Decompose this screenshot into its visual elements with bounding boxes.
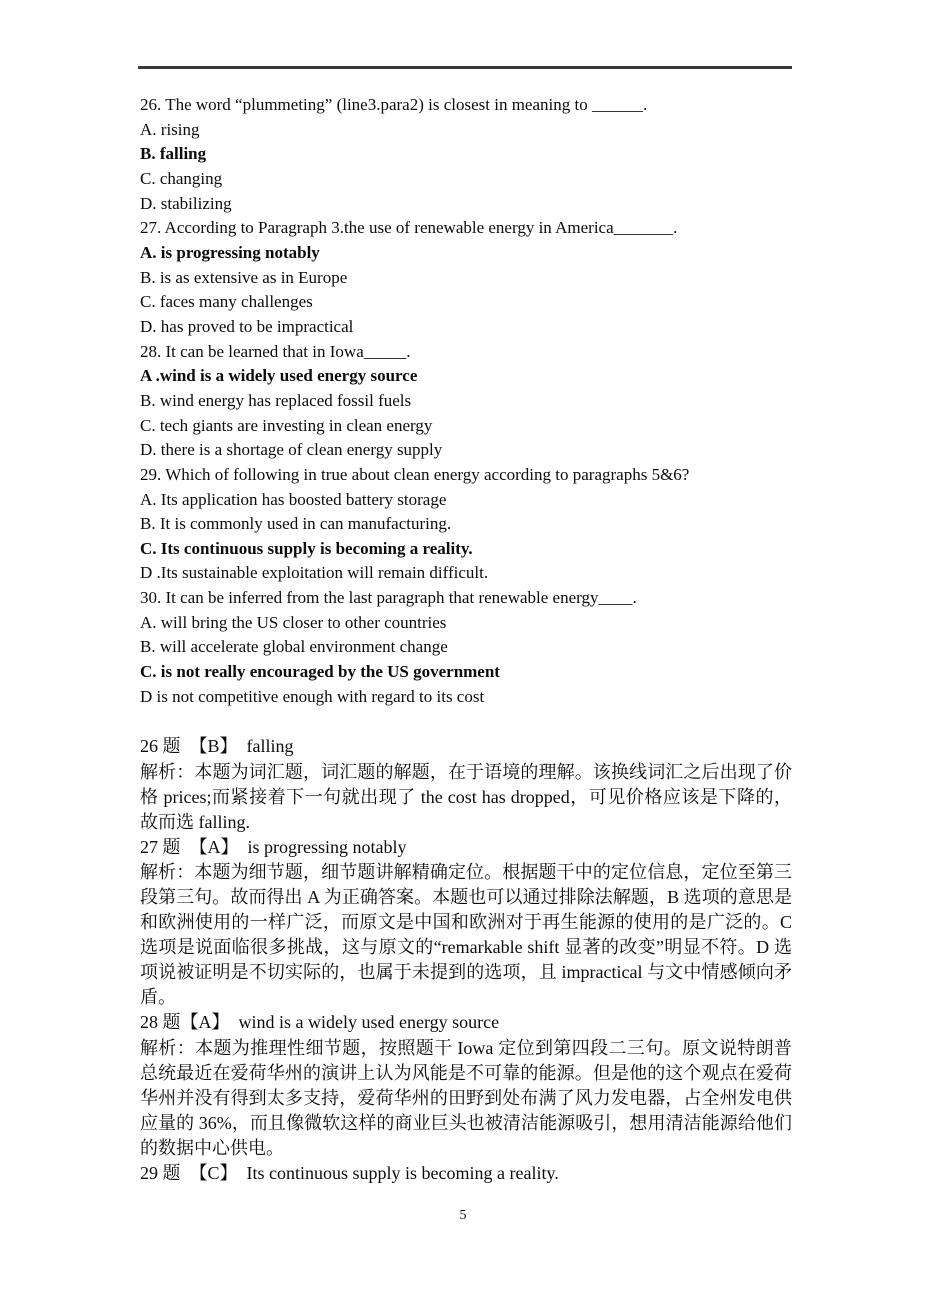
option-line: D .Its sustainable exploitation will remain difficult.	[140, 563, 489, 583]
page-content	[140, 93, 792, 1186]
option-line: B. It is commonly used in can manufacturing.	[140, 514, 452, 534]
question-stem: 27. According to Paragraph 3.the use of renewable energy in America_______.	[140, 218, 678, 238]
page-number: 5	[459, 1208, 467, 1223]
option-line: A. Its application has boosted battery storage	[140, 489, 447, 509]
header-divider-rule	[138, 66, 792, 69]
option-line: A .wind is a widely used energy source	[140, 366, 418, 386]
option-line: C. faces many challenges	[140, 292, 313, 312]
option-line: B. wind energy has replaced fossil fuels	[140, 390, 412, 410]
question-stem: 26. The word “plummeting” (line3.para2) is closest in meaning to ______.	[140, 95, 648, 114]
question-stem: 30. It can be inferred from the last paragraph that renewable energy____.	[140, 588, 637, 608]
answer-heading: 27 题 【A】 is progressing notably	[140, 836, 407, 857]
option-line: D. stabilizing	[140, 193, 232, 213]
option-line: C. is not really encouraged by the US government	[140, 662, 500, 682]
option-line: A. will bring the US closer to other countries	[140, 612, 447, 632]
option-line: B. falling	[140, 144, 207, 164]
question-stem: 28. It can be learned that in Iowa_____.	[140, 341, 411, 361]
question-list	[140, 93, 792, 709]
option-line: A. rising	[140, 119, 200, 139]
option-line: D. has proved to be impractical	[140, 316, 354, 336]
section-spacer	[140, 709, 792, 734]
option-line: C. changing	[140, 168, 223, 188]
option-line: B. will accelerate global environment change	[140, 637, 448, 657]
option-line: D. there is a shortage of clean energy supply	[140, 440, 443, 460]
option-line: A. is progressing notably	[140, 242, 320, 262]
answer-analysis: 解析：本题为细节题，细节题讲解精确定位。根据题干中的定位信息，定位至第三段第三句。故而得出 A 为正确答案。本题也可以通过排除法解题，B 选项的意思是和欧洲使用的一样广泛，而原文是中国和欧洲对于再生能源的使用的是广泛的。C 选项是说面临很多挑战，这与原文的“remarkable shift 显著的改变”明显不符。D 选项说被证明是不切实际的，也属于未提到的选项，且 impractical 与文中情感倾向矛盾。	[140, 861, 792, 1008]
option-line: D is not competitive enough with regard to its cost	[140, 686, 485, 706]
answer-heading: 29 题 【C】 Its continuous supply is becoming a reality.	[140, 1163, 559, 1183]
option-line: C. tech giants are investing in clean energy	[140, 415, 433, 435]
question-stem: 29. Which of following in true about clean energy according to paragraphs 5&6?	[140, 464, 690, 484]
answer-analysis: 解析：本题为词汇题，词汇题的解题，在于语境的理解。该换线词汇之后出现了价格 prices;而紧接着下一句就出现了 the cost has dropped，可见价格应该是下降的，故而选 falling.	[140, 761, 792, 832]
answer-heading: 26 题 【B】 falling	[140, 736, 294, 757]
answer-analysis: 解析：本题为推理性细节题，按照题干 Iowa 定位到第四段二三句。原文说特朗普总统最近在爱荷华州的演讲上认为风能是不可靠的能源。但是他的这个观点在爱荷华州并没有得到太多支持，爱荷华州的田野到处布满了风力发电器，占全州发电供应量的 36%，而且像微软这样的商业巨头也被清洁能源吸引，想用清洁能源给他们的数据中心供电。	[140, 1037, 792, 1158]
answer-heading: 28 题【A】 wind is a widely used energy source	[140, 1012, 500, 1033]
option-line: C. Its continuous supply is becoming a reality.	[140, 538, 473, 558]
answer-list	[140, 734, 792, 1186]
option-line: B. is as extensive as in Europe	[140, 267, 348, 287]
